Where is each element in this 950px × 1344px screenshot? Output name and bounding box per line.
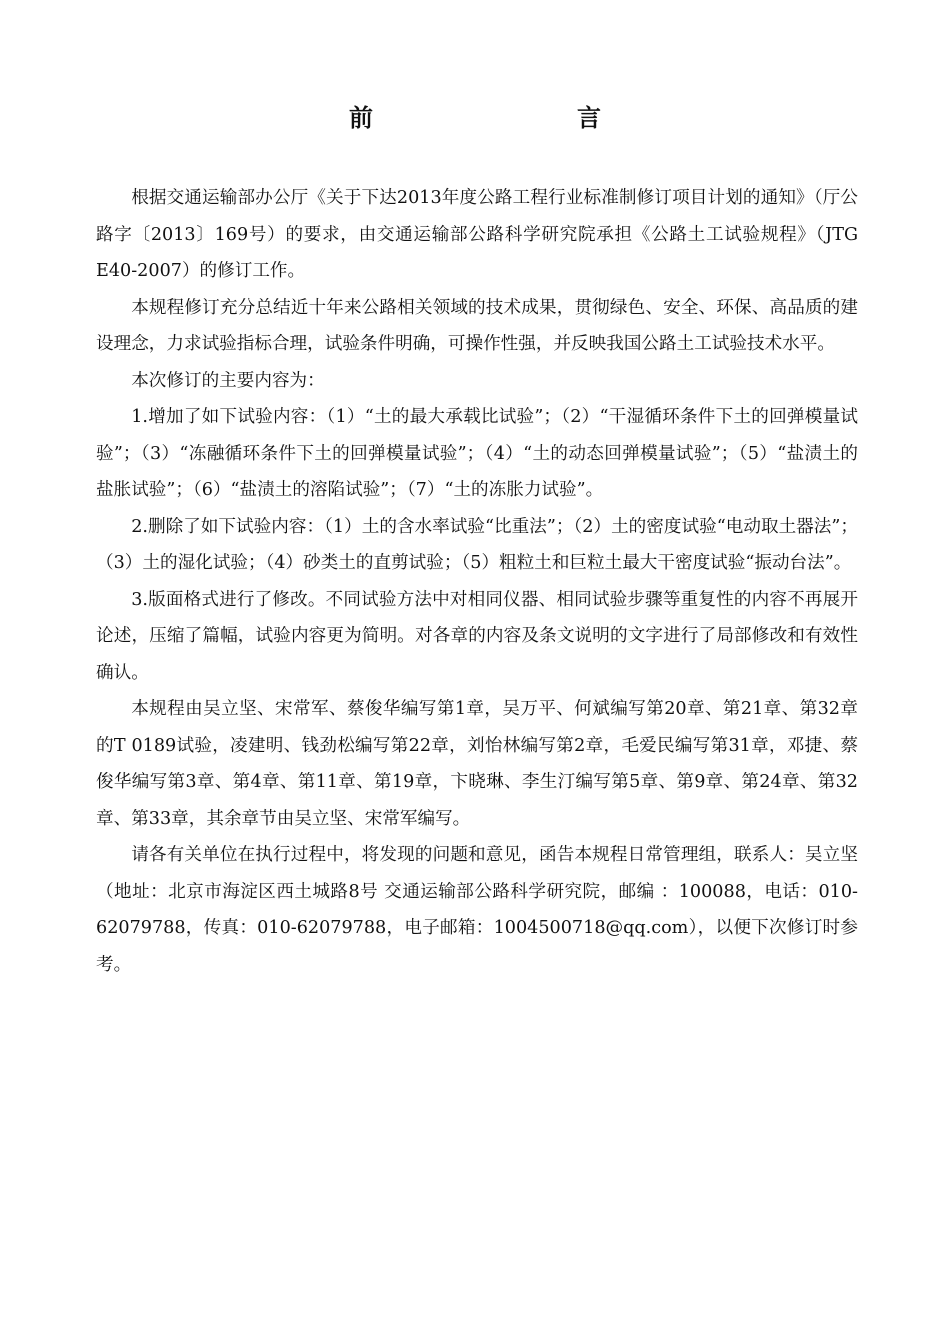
paragraph-removed-tests: 2.删除了如下试验内容：（1）土的含水率试验“比重法”；（2）土的密度试验“电动取土器法”；（3）土的湿化试验；（4）砂类土的直剪试验；（5）粗粒土和巨粒土最大干密度试验“振动台法”。 bbox=[96, 516, 858, 573]
page-title: 前 言 bbox=[349, 103, 653, 132]
paragraph-added-tests: 1.增加了如下试验内容：（1）“土的最大承载比试验”；（2）“干湿循环条件下土的回弹模量试验”；（3）“冻融循环条件下土的回弹模量试验”；（4）“土的动态回弹模量试验”；（5）“盐渍土的盐胀试验”；（6）“盐渍土的溶陷试验”；（7）“土的冻胀力试验”。 bbox=[96, 407, 858, 500]
paragraph-background: 根据交通运输部办公厅《关于下达2013年度公路工程行业标准制修订项目计划的通知》（厅公路字〔2013〕169号）的要求，由交通运输部公路科学研究院承担《公路土工试验规程》（JTG E40-2007）的修订工作。 bbox=[96, 188, 858, 281]
preface-body bbox=[96, 180, 858, 983]
paragraph-principles: 本规程修订充分总结近十年来公路相关领域的技术成果，贯彻绿色、安全、环保、高品质的建设理念，力求试验指标合理，试验条件明确，可操作性强，并反映我国公路土工试验技术水平。 bbox=[96, 297, 858, 354]
paragraph-contact: 请各有关单位在执行过程中，将发现的问题和意见，函告本规程日常管理组，联系人：吴立坚（地址：北京市海淀区西土城路8号 交通运输部公路科学研究院，邮编 ：100088，电话：010-62079788，传真：010-62079788，电子邮箱：1004500718@qq.com），以便下次修订时参考。 bbox=[96, 845, 858, 975]
paragraph-main-content-intro: 本次修订的主要内容为： bbox=[131, 370, 325, 391]
paragraph-format-changes: 3.版面格式进行了修改。不同试验方法中对相同仪器、相同试验步骤等重复性的内容不再展开论述，压缩了篇幅，试验内容更为简明。对各章的内容及条文说明的文字进行了局部修改和有效性确认。 bbox=[96, 589, 858, 683]
paragraph-authors: 本规程由吴立坚、宋常军、蔡俊华编写第1章，吴万平、何斌编写第20章、第21章、第32章的T 0189试验，凌建明、钱劲松编写第22章，刘怡林编写第2章，毛爱民编写第31章，邓捷、蔡俊华编写第3章、第4章、第11章、第19章，卞晓琳、李生汀编写第5章、第9章、第24章、第32章、第33章，其余章节由吴立坚、宋常军编写。 bbox=[96, 699, 858, 829]
